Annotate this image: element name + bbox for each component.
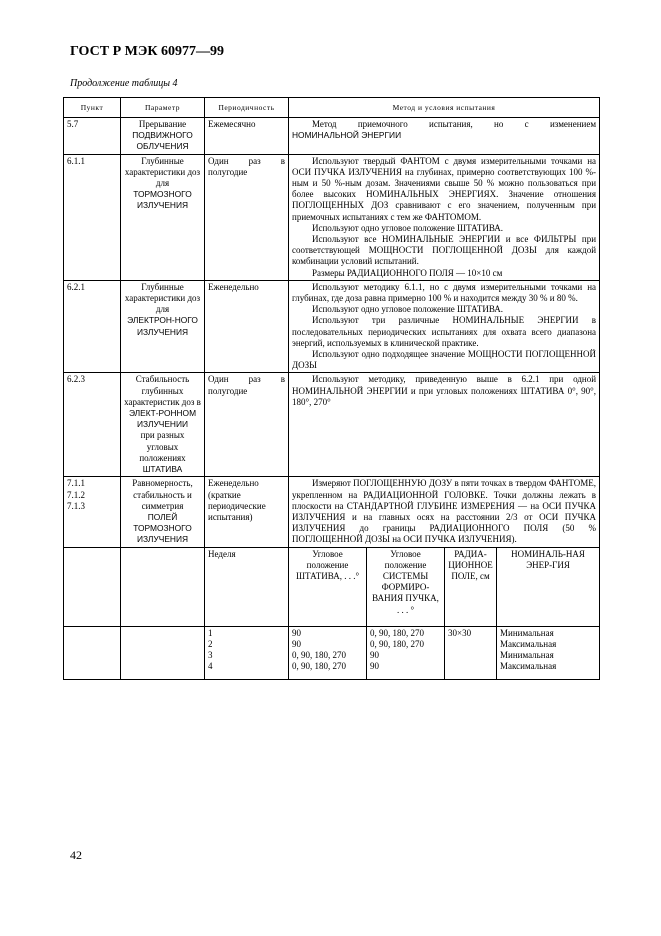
table-row: [64, 477, 600, 547]
row-parameter: [121, 154, 205, 280]
test-methods-table: [63, 97, 599, 680]
parameter-term: ШТАТИВА: [142, 464, 183, 475]
empty-cell: [121, 547, 205, 626]
parameter-text: Равномерность, стабильность и симметрия: [132, 478, 193, 511]
parameter-term: ТОРМОЗНОГО ИЗЛУЧЕНИЯ: [133, 189, 192, 211]
row-period: Еженедельно (краткие периодические испытания): [205, 477, 289, 547]
row-method: [289, 373, 600, 477]
table-header-row: [64, 98, 600, 118]
subtable-body-row: [64, 626, 600, 679]
subtable-system-values: [367, 626, 445, 679]
subtable-gantry-values: [289, 626, 367, 679]
table-row: [64, 118, 600, 155]
row-parameter: [121, 477, 205, 547]
week-value: 4: [208, 661, 213, 672]
row-parameter: [121, 373, 205, 477]
col-header-method: Метод и условия испытания: [289, 98, 600, 118]
row-method: [289, 477, 600, 547]
page-number: 42: [70, 848, 82, 862]
subtable-field-value: 30×30: [445, 626, 497, 679]
row-parameter: [121, 280, 205, 373]
method-paragraph: Используют три различные НОМИНАЛЬНЫЕ ЭНЕРГИИ в последовательных периодических испытаниях для охвата всего диапазона энергий, используемых в клинической практике.: [292, 315, 597, 348]
row-period: Ежемесячно: [205, 118, 289, 155]
system-value: 90: [370, 661, 379, 672]
row-method: [289, 118, 600, 155]
row-item: 6.2.1: [64, 280, 121, 373]
empty-cell: [121, 626, 205, 679]
parameter-term: ЭЛЕКТРОН-НОГО ИЗЛУЧЕНИЯ: [127, 315, 198, 337]
energy-value: Минимальная: [500, 649, 554, 660]
subtable-header-gantry: Угловое положение ШТАТИВА, . . .°: [289, 547, 367, 626]
gantry-value: 90: [292, 627, 301, 638]
row-item: 7.1.1 7.1.2 7.1.3: [64, 477, 121, 547]
row-method: [289, 154, 600, 280]
subtable-header-row: [64, 547, 600, 626]
table-row: [64, 154, 600, 280]
row-period: Один раз в полугодие: [205, 154, 289, 280]
method-paragraph: Используют все НОМИНАЛЬНЫЕ ЭНЕРГИИ и все ФИЛЬТРЫ при соответствующей МОЩНОСТИ ПОГЛОЩЕННОЙ ДОЗЫ для каждой комбинации условий испытаний.: [292, 234, 597, 267]
method-paragraph: Используют методику, приведенную выше в 6.2.1 при одной НОМИНАЛЬНОЙ ЭНЕРГИИ и при угловых положениях ШТАТИВА 0°, 90°, 180°, 270°: [292, 374, 597, 407]
method-paragraph: Используют одно угловое положение ШТАТИВА.: [312, 304, 504, 315]
system-value: 0, 90, 180, 270: [370, 638, 424, 649]
table-row: [64, 373, 600, 477]
gantry-value: 0, 90, 180, 270: [292, 661, 346, 672]
energy-value: Минимальная: [500, 627, 554, 638]
system-value: 90: [370, 649, 379, 660]
row-parameter: [121, 118, 205, 155]
col-header-parameter: Параметр: [121, 98, 205, 118]
method-paragraph: Используют твердый ФАНТОМ с двумя измерительными точками на ОСИ ПУЧКА ИЗЛУЧЕНИЯ на глубинах, примерно соответствующих 100 %-ным и 50 %-ным дозам. Значениями свыше 50 % можно пользоваться при более высоких НОМИНАЛЬНЫХ ЭНЕРГИЯХ. Значение отношения ПОГЛОЩЕННЫХ ДОЗ сравнивают с его значением, полученным при приемочных испытаниях с тем же ФАНТОМОМ.: [292, 155, 597, 222]
subtable-header-energy: НОМИНАЛЬ-НАЯ ЭНЕР-ГИЯ: [497, 547, 600, 626]
empty-cell: [64, 626, 121, 679]
subtable-energy-values: [497, 626, 600, 679]
method-term: НОМИНАЛЬНОЙ ЭНЕРГИИ: [292, 130, 402, 141]
gantry-value: 90: [292, 638, 301, 649]
empty-cell: [64, 547, 121, 626]
energy-value: Максимальная: [500, 638, 557, 649]
subtable-header-field: РАДИА-ЦИОННОЕ ПОЛЕ, см: [445, 547, 497, 626]
week-value: 2: [208, 638, 213, 649]
subtable-weeks: [205, 626, 289, 679]
method-paragraph: Измеряют ПОГЛОЩЕННУЮ ДОЗУ в пяти точках в твердом ФАНТОМЕ, укрепленном на РАДИАЦИОННОЙ ГОЛОВКЕ. Точки должны лежать в плоскости на СТАНДАРТНОЙ ГЛУБИНЕ ИЗМЕРЕНИЯ — на ОСИ ПУЧКА ИЗЛУЧЕНИЯ и на главных осях на расстоянии 2/3 от ОСИ ПУЧКА ИЗЛУЧЕНИЯ до границы РАДИАЦИОННОГО ПОЛЯ (50 % ПОГЛОЩЕННОЙ ДОЗЫ на ОСИ ПУЧКА ИЗЛУЧЕНИЯ).: [292, 478, 597, 545]
gantry-value: 0, 90, 180, 270: [292, 649, 346, 660]
table-continuation-label: Продолжение таблицы 4: [70, 78, 178, 89]
table-row: [64, 280, 600, 373]
parameter-term: ПОЛЕЙ ТОРМОЗНОГО ИЗЛУЧЕНИЯ: [133, 511, 192, 545]
parameter-text: Прерывание: [138, 119, 187, 129]
subtable-header-system: Угловое положение СИСТЕМЫ ФОРМИРО-ВАНИЯ ПУЧКА, . . . °: [367, 547, 445, 626]
week-value: 3: [208, 649, 213, 660]
energy-value: Максимальная: [500, 661, 557, 672]
parameter-term: ЭЛЕКТ-РОННОМ ИЗЛУЧЕНИИ: [128, 408, 197, 430]
row-item: 5.7: [64, 118, 121, 155]
system-value: 0, 90, 180, 270: [370, 627, 424, 638]
parameter-term: ПОДВИЖНОГО ОБЛУЧЕНИЯ: [132, 130, 193, 152]
parameter-text: при разных угловых положениях: [139, 430, 186, 463]
row-item: 6.1.1: [64, 154, 121, 280]
row-period: Еженедельно: [205, 280, 289, 373]
col-header-item: Пункт: [64, 98, 121, 118]
col-header-period: Периодичность: [205, 98, 289, 118]
subtable-header-week: Неделя: [205, 547, 289, 626]
parameter-text: Глубинные характеристики доз для: [124, 281, 201, 315]
row-method: [289, 280, 600, 373]
parameter-text: Глубинные характеристики доз для: [124, 155, 201, 189]
method-paragraph: Используют методику 6.1.1, но с двумя измерительными точками на глубинах, где доза равна примерно 100 % и находится между 30 % и 80 %.: [292, 281, 597, 304]
week-value: 1: [208, 627, 213, 638]
method-paragraph: Используют одно угловое положение ШТАТИВА.: [312, 222, 504, 233]
method-paragraph: Размеры РАДИАЦИОННОГО ПОЛЯ — 10×10 см: [312, 267, 503, 278]
method-text: Метод приемочного испытания, но с изменением: [312, 119, 597, 129]
doc-title: ГОСТ Р МЭК 60977—99: [70, 44, 224, 59]
row-period: Один раз в полугодие: [205, 373, 289, 477]
row-item: 6.2.3: [64, 373, 121, 477]
parameter-text: Стабильность глубинных характеристик доз в: [124, 374, 201, 407]
method-paragraph: Используют одно подходящее значение МОЩНОСТИ ПОГЛОЩЕННОЙ ДОЗЫ: [292, 349, 597, 371]
